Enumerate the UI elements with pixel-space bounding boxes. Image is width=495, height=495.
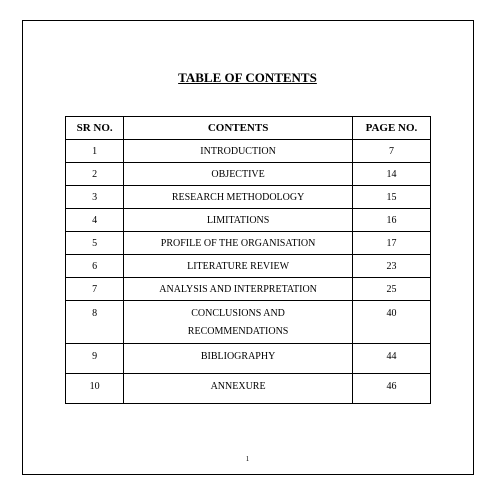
cell-content: LITERATURE REVIEW xyxy=(124,255,353,278)
cell-content: OBJECTIVE xyxy=(124,163,353,186)
header-sr-no: SR NO. xyxy=(66,117,124,140)
cell-sr: 6 xyxy=(66,255,124,278)
cell-page: 25 xyxy=(352,278,430,301)
cell-content: ANNEXURE xyxy=(124,374,353,404)
cell-page: 17 xyxy=(352,232,430,255)
table-row xyxy=(66,186,431,209)
cell-page: 40 xyxy=(352,301,430,344)
cell-sr: 4 xyxy=(66,209,124,232)
cell-sr: 3 xyxy=(66,186,124,209)
cell-page: 7 xyxy=(352,140,430,163)
header-page-no: PAGE NO. xyxy=(352,117,430,140)
cell-content: LIMITATIONS xyxy=(124,209,353,232)
cell-content: RESEARCH METHODOLOGY xyxy=(124,186,353,209)
table-row xyxy=(66,140,431,163)
header-contents: CONTENTS xyxy=(124,117,353,140)
cell-content: BIBLIOGRAPHY xyxy=(124,344,353,374)
cell-sr: 9 xyxy=(66,344,124,374)
table-row xyxy=(66,301,431,344)
table-header-row xyxy=(66,117,431,140)
cell-content: INTRODUCTION xyxy=(124,140,353,163)
table-row xyxy=(66,232,431,255)
cell-content: ANALYSIS AND INTERPRETATION xyxy=(124,278,353,301)
table-row xyxy=(66,344,431,374)
cell-page: 16 xyxy=(352,209,430,232)
cell-content-line: CONCLUSIONS AND xyxy=(191,308,285,319)
document-title: TABLE OF CONTENTS xyxy=(178,70,317,85)
cell-sr: 5 xyxy=(66,232,124,255)
cell-sr: 1 xyxy=(66,140,124,163)
table-row xyxy=(66,163,431,186)
cell-page: 23 xyxy=(352,255,430,278)
cell-sr: 7 xyxy=(66,278,124,301)
table-row xyxy=(66,374,431,404)
cell-sr: 8 xyxy=(66,301,124,344)
cell-page: 15 xyxy=(352,186,430,209)
table-row xyxy=(66,209,431,232)
table-row xyxy=(66,278,431,301)
table-of-contents xyxy=(65,116,431,404)
table-row xyxy=(66,255,431,278)
cell-sr: 10 xyxy=(66,374,124,404)
cell-page: 46 xyxy=(352,374,430,404)
cell-content-line: RECOMMENDATIONS xyxy=(187,326,289,337)
cell-page: 44 xyxy=(352,344,430,374)
cell-content xyxy=(124,301,353,344)
cell-page: 14 xyxy=(352,163,430,186)
cell-sr: 2 xyxy=(66,163,124,186)
page-number: 1 xyxy=(245,455,250,463)
cell-content: PROFILE OF THE ORGANISATION xyxy=(124,232,353,255)
